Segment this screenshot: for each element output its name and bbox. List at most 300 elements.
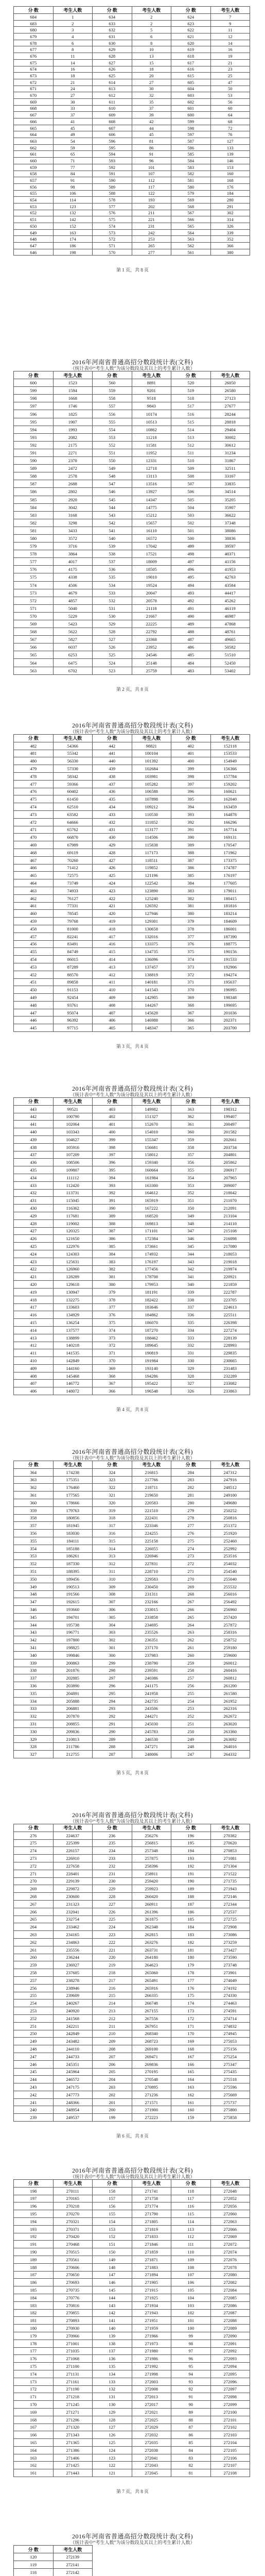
count-cell: 32	[132, 92, 171, 99]
table-row	[14, 2241, 250, 2248]
count-cell: 73749	[53, 879, 93, 887]
score-cell: 236	[93, 1832, 132, 1839]
table-row	[14, 1832, 250, 1839]
page-2	[0, 355, 265, 716]
score-cell: 458	[14, 925, 54, 933]
count-cell: 12718	[132, 465, 171, 472]
count-cell: 270620	[210, 1839, 250, 1847]
count-cell: 121650	[53, 1235, 93, 1243]
score-cell: 182	[171, 1938, 211, 1946]
count-cell: 272041	[132, 2454, 171, 2462]
score-cell: 132	[93, 2385, 132, 2393]
count-cell: 271774	[132, 2202, 171, 2210]
score-cell: 246	[14, 2060, 54, 2068]
score-cell: 244	[14, 2076, 54, 2083]
count-cell: 188775	[210, 940, 250, 948]
score-cell: 425	[93, 872, 132, 879]
score-cell: 344	[171, 1250, 211, 1258]
score-cell: 368	[93, 1372, 132, 1380]
count-cell: 54366	[53, 742, 93, 750]
score-cell: 651	[14, 216, 54, 223]
count-cell: 15	[132, 59, 171, 66]
score-cell: 276	[14, 1832, 54, 1839]
count-cell: 271425	[53, 2462, 93, 2469]
count-cell: 246572	[53, 2076, 93, 2083]
count-cell: 109807	[53, 1166, 93, 1174]
score-cell: 259	[171, 1659, 211, 1667]
count-cell: 271035	[53, 2347, 93, 2355]
score-cell: 369	[171, 994, 211, 1002]
score-cell: 292	[93, 1713, 132, 1720]
count-cell: 122542	[132, 879, 171, 887]
table-row	[14, 1606, 250, 1614]
count-cell: 271320	[53, 2424, 93, 2431]
count-cell: 19010	[132, 573, 171, 581]
table-row	[14, 496, 250, 503]
count-cell: 38836	[210, 534, 250, 542]
count-cell: 118511	[132, 856, 171, 864]
count-cell: 275053	[210, 2038, 250, 2045]
score-cell: 561	[171, 249, 211, 256]
count-cell: 201582	[210, 1128, 250, 1136]
count-cell: 258752	[210, 1636, 250, 1644]
count-cell: 129301	[132, 918, 171, 925]
table-row	[14, 1357, 250, 1365]
count-cell: 41953	[210, 566, 250, 573]
score-cell: 577	[93, 203, 132, 210]
count-cell: 190156	[210, 948, 250, 956]
count-cell: 19	[210, 53, 250, 60]
count-cell: 146772	[53, 1380, 93, 1387]
count-cell: 3298	[53, 519, 93, 527]
score-cell: 400	[171, 757, 211, 765]
count-cell: 271343	[53, 2431, 93, 2439]
score-cell: 554	[93, 426, 132, 433]
count-cell: 192906	[210, 963, 250, 971]
count-cell: 236244	[53, 1954, 93, 1961]
page-title: 2016年河南省普通高招分数段统计表(文科)	[72, 2167, 193, 2174]
table-row	[14, 1697, 250, 1705]
count-cell: 245030	[132, 1720, 171, 1728]
column-header-score: 分 数	[171, 371, 211, 379]
score-cell: 523	[93, 667, 132, 674]
table-row	[14, 1342, 250, 1349]
count-cell: 272107	[210, 2462, 250, 2469]
score-cell: 113	[171, 2225, 211, 2233]
table-row	[14, 2083, 250, 2091]
score-cell: 127	[93, 2424, 132, 2431]
table-row	[14, 1999, 250, 2007]
score-cell: 339	[14, 1659, 54, 1667]
table-row	[14, 1265, 250, 1273]
count-cell: 232289	[210, 1372, 250, 1380]
count-cell: 4	[53, 33, 93, 40]
score-cell: 348	[171, 1219, 211, 1227]
count-cell: 30	[132, 86, 171, 92]
count-cell: 101392	[132, 757, 171, 765]
empty-cell	[132, 2553, 171, 2561]
score-cell: 144	[93, 2294, 132, 2301]
count-cell: 251920	[210, 1530, 250, 1537]
score-cell: 311	[93, 1568, 132, 1575]
score-cell: 492	[171, 597, 211, 604]
score-cell: 232	[93, 1862, 132, 1870]
count-cell: 175351	[53, 1476, 93, 1484]
empty-cell	[210, 2561, 250, 2569]
page-subtitle: （统计表中“考生人数”为该分数段及其以上的考生累计人数）	[70, 2174, 195, 2179]
count-cell: 169813	[132, 1219, 171, 1227]
score-cell: 405	[93, 1024, 132, 1032]
score-cell: 208	[93, 2045, 132, 2053]
score-cell: 191	[14, 2241, 54, 2248]
score-cell: 91	[171, 2393, 211, 2401]
count-cell: 271304	[210, 1862, 250, 1870]
score-cell: 122	[93, 2462, 132, 2469]
score-cell: 387	[171, 856, 211, 864]
score-cell: 252	[14, 2014, 54, 2022]
score-cell: 419	[93, 918, 132, 925]
count-cell: 238946	[53, 1984, 93, 1992]
page-footer: 第 7 页，共 8 页	[116, 2489, 149, 2494]
count-cell: 274945	[210, 2030, 250, 2038]
score-cell: 310	[93, 1575, 132, 1583]
count-cell: 246530	[132, 1735, 171, 1743]
score-cell: 409	[93, 994, 132, 1002]
score-cell: 539	[93, 543, 132, 550]
score-cell: 391	[93, 1197, 132, 1205]
count-cell: 271271	[53, 2408, 93, 2416]
score-cell: 178	[171, 1969, 211, 1977]
table-row	[14, 1001, 250, 1009]
table-row	[14, 1476, 250, 1484]
score-cell: 169	[14, 2408, 54, 2416]
count-cell: 196548	[132, 1387, 171, 1395]
score-cell: 356	[171, 1159, 211, 1166]
count-cell: 50	[210, 86, 250, 92]
page-footer: 第 3 页，共 8 页	[116, 1044, 149, 1049]
count-cell: 230600	[53, 1893, 93, 1901]
count-cell: 271883	[132, 2263, 171, 2271]
table-row	[14, 105, 250, 112]
score-cell: 269	[171, 1583, 211, 1590]
table-row	[14, 643, 250, 651]
count-cell: 326	[210, 223, 250, 230]
count-cell: 224613	[210, 1303, 250, 1311]
table-row	[14, 1705, 250, 1713]
score-cell: 124	[93, 2446, 132, 2454]
score-cell: 189	[14, 2256, 54, 2263]
score-cell: 600	[14, 379, 54, 387]
score-cell: 626	[93, 66, 132, 73]
score-cell: 275	[171, 1537, 211, 1545]
table-row	[14, 144, 250, 151]
table-row	[14, 1537, 250, 1545]
score-cell: 423	[14, 1258, 54, 1265]
count-cell: 179763	[53, 1506, 93, 1514]
score-cell: 194	[171, 1847, 211, 1855]
score-cell: 235	[93, 1839, 132, 1847]
count-cell: 380	[210, 249, 250, 256]
count-cell: 352	[210, 236, 250, 243]
score-cell: 602	[171, 98, 211, 105]
table-header-row	[14, 1098, 250, 1106]
count-cell: 171962	[210, 849, 250, 856]
count-cell: 271218	[53, 2393, 93, 2401]
table-row	[14, 1651, 250, 1659]
count-cell: 272141	[53, 2561, 93, 2569]
table-row	[14, 1296, 250, 1303]
count-cell: 167222	[132, 1205, 171, 1212]
score-cell: 138	[93, 2340, 132, 2347]
count-cell: 156681	[132, 1143, 171, 1151]
score-cell: 187	[14, 2271, 54, 2279]
count-cell: 115045	[53, 1197, 93, 1205]
column-header-score: 分 数	[171, 735, 211, 742]
table-row	[14, 1506, 250, 1514]
count-cell: 3	[53, 27, 93, 33]
table-row	[14, 1151, 250, 1159]
score-cell: 304	[93, 1621, 132, 1629]
table-row	[14, 92, 250, 99]
table-row	[14, 2045, 250, 2053]
empty-cell	[210, 2569, 250, 2576]
score-cell: 357	[171, 1151, 211, 1159]
score-table	[13, 2179, 250, 2477]
score-cell: 273	[14, 1855, 54, 1862]
score-cell: 346	[14, 1606, 54, 1614]
score-cell: 617	[171, 59, 211, 66]
score-cell: 517	[171, 402, 211, 410]
count-cell: 161984	[132, 1174, 171, 1181]
count-cell: 271846	[132, 2241, 171, 2248]
score-cell: 501	[171, 527, 211, 534]
count-cell: 4679	[53, 589, 93, 597]
column-header-count: 考生人数	[132, 1098, 171, 1106]
score-cell: 431	[14, 1197, 54, 1205]
score-cell: 329	[14, 1735, 54, 1743]
count-cell: 169131	[210, 834, 250, 841]
score-cell: 267	[14, 1900, 54, 1908]
score-cell: 398	[93, 1143, 132, 1151]
count-cell: 4017	[53, 558, 93, 566]
count-cell: 193660	[53, 1606, 93, 1614]
score-cell: 427	[14, 1227, 54, 1235]
count-cell: 271236	[132, 2091, 171, 2098]
count-cell: 272025	[132, 2416, 171, 2424]
count-cell: 193140	[132, 1364, 171, 1372]
score-cell: 164	[171, 2076, 211, 2083]
score-cell: 154	[93, 2217, 132, 2225]
count-cell: 65762	[53, 826, 93, 834]
score-cell: 104	[171, 2294, 211, 2301]
score-cell: 83	[171, 2454, 211, 2462]
count-cell: 152118	[210, 742, 250, 750]
score-cell: 555	[93, 418, 132, 426]
count-cell: 153533	[210, 750, 250, 757]
score-cell: 320	[93, 1499, 132, 1506]
count-cell: 112	[132, 177, 171, 184]
column-header-count: 考生人数	[53, 1824, 93, 1832]
count-cell: 22225	[132, 620, 171, 628]
table-row	[14, 543, 250, 550]
page-subtitle: （统计表中“考生人数”为该分数段及其以上的考生累计人数）	[70, 366, 195, 371]
score-cell: 356	[14, 1530, 54, 1537]
count-cell: 51510	[210, 651, 250, 659]
count-cell: 11218	[132, 433, 171, 441]
score-cell: 376	[93, 1311, 132, 1319]
score-cell: 390	[93, 1205, 132, 1212]
count-cell: 270548	[132, 2076, 171, 2083]
count-cell: 44417	[210, 589, 250, 597]
count-cell: 273427	[210, 1946, 250, 1954]
score-cell: 407	[14, 1380, 54, 1387]
score-cell: 363	[14, 1476, 54, 1484]
column-header-count: 考生人数	[53, 1098, 93, 1106]
count-cell: 4338	[53, 573, 93, 581]
count-cell: 242	[132, 229, 171, 236]
count-cell: 271296	[53, 2416, 93, 2424]
count-cell: 241958	[132, 1689, 171, 1697]
score-cell: 95	[171, 2363, 211, 2370]
count-cell: 163300	[132, 1181, 171, 1189]
score-cell: 471	[14, 826, 54, 834]
count-cell: 176	[210, 183, 250, 190]
count-cell: 53402	[210, 667, 250, 674]
count-cell: 102064	[53, 1121, 93, 1128]
page-title: 2016年河南省普通高招分数段统计表(文科)	[72, 1448, 193, 1455]
count-cell: 156366	[210, 765, 250, 773]
count-cell: 1523	[53, 379, 93, 387]
count-cell: 232166	[132, 1598, 171, 1606]
table-row	[14, 197, 250, 204]
score-cell: 406	[93, 1016, 132, 1024]
count-cell: 105282	[132, 780, 171, 788]
count-cell: 2370	[53, 457, 93, 465]
score-cell: 383	[171, 887, 211, 894]
count-cell: 47	[210, 79, 250, 86]
score-cell: 187	[171, 1900, 211, 1908]
score-cell: 354	[171, 1174, 211, 1181]
count-cell: 272021	[132, 2408, 171, 2416]
count-cell: 271943	[132, 2309, 171, 2317]
score-cell: 419	[14, 1288, 54, 1296]
count-cell: 36622	[210, 511, 250, 519]
score-cell: 532	[93, 597, 132, 604]
score-cell: 536	[93, 566, 132, 573]
score-cell: 115	[171, 2210, 211, 2218]
score-cell: 599	[171, 118, 211, 125]
count-cell: 247916	[210, 1476, 250, 1484]
count-cell: 236351	[132, 1636, 171, 1644]
table-row	[14, 795, 250, 803]
count-cell: 148347	[132, 1024, 171, 1032]
count-cell: 223346	[132, 1522, 171, 1530]
column-header-count: 考生人数	[132, 2180, 171, 2188]
score-cell: 241	[14, 2098, 54, 2106]
count-cell: 168520	[132, 1212, 171, 1219]
count-cell: 226910	[53, 1855, 93, 1862]
count-cell: 202371	[210, 1016, 250, 1024]
count-cell: 267556	[132, 2014, 171, 2022]
table-row	[14, 1380, 250, 1387]
count-cell: 270111	[53, 2187, 93, 2195]
count-cell: 101	[132, 164, 171, 171]
score-cell: 538	[93, 550, 132, 558]
count-cell: 191533	[210, 956, 250, 963]
score-cell: 252	[171, 1713, 211, 1720]
count-cell: 275858	[210, 2114, 250, 2122]
score-cell: 603	[171, 92, 211, 99]
table-row	[14, 1334, 250, 1342]
count-cell: 196995	[210, 986, 250, 994]
count-cell: 25148	[132, 659, 171, 667]
score-cell: 317	[93, 1522, 132, 1530]
score-cell: 258	[14, 1969, 54, 1977]
table-row	[14, 1583, 250, 1590]
count-cell: 202	[132, 203, 171, 210]
empty-cell	[93, 2569, 132, 2576]
score-cell: 293	[93, 1705, 132, 1713]
score-cell: 607	[93, 125, 132, 131]
count-cell: 270650	[53, 2271, 93, 2279]
count-cell: 201036	[210, 1009, 250, 1016]
count-cell: 168	[210, 177, 250, 184]
count-cell: 21	[210, 59, 250, 66]
column-header-score: 分 数	[171, 7, 211, 14]
table-row	[14, 1364, 250, 1372]
count-cell: 10	[132, 46, 171, 53]
table-row	[14, 1613, 250, 1621]
score-cell: 571	[93, 243, 132, 249]
count-cell: 7	[210, 14, 250, 21]
score-cell: 459	[14, 918, 54, 925]
count-cell: 1825	[53, 410, 93, 418]
table-row	[14, 1682, 250, 1690]
table-row	[14, 1121, 250, 1128]
count-cell: 106588	[132, 788, 171, 795]
count-cell: 238278	[53, 1976, 93, 1984]
score-cell: 385	[171, 872, 211, 879]
score-cell: 397	[171, 780, 211, 788]
score-cell: 489	[171, 620, 211, 628]
count-cell: 15657	[132, 519, 171, 527]
count-cell: 199695	[210, 1001, 250, 1009]
count-cell: 178666	[53, 1499, 93, 1506]
count-cell: 271001	[53, 2340, 93, 2347]
table-row	[14, 14, 250, 21]
count-cell: 103981	[132, 772, 171, 780]
count-cell: 262672	[210, 1713, 250, 1720]
count-cell: 237170	[132, 1644, 171, 1652]
score-cell: 89	[171, 2408, 211, 2416]
count-cell: 205862	[210, 1159, 250, 1166]
count-cell: 30002	[210, 433, 250, 441]
score-cell: 169	[171, 2038, 211, 2045]
count-cell: 172384	[132, 1235, 171, 1243]
score-cell: 559	[93, 387, 132, 395]
score-cell: 590	[14, 457, 54, 465]
count-cell: 263731	[132, 1946, 171, 1954]
table-row	[14, 2187, 250, 2195]
count-cell: 60	[210, 105, 250, 112]
count-cell: 271365	[53, 2439, 93, 2447]
table-row	[14, 2462, 250, 2469]
table-row	[14, 183, 250, 190]
count-cell: 77331	[53, 902, 93, 910]
score-cell: 393	[171, 810, 211, 818]
count-cell: 273259	[210, 1938, 250, 1946]
score-cell: 565	[171, 223, 211, 230]
